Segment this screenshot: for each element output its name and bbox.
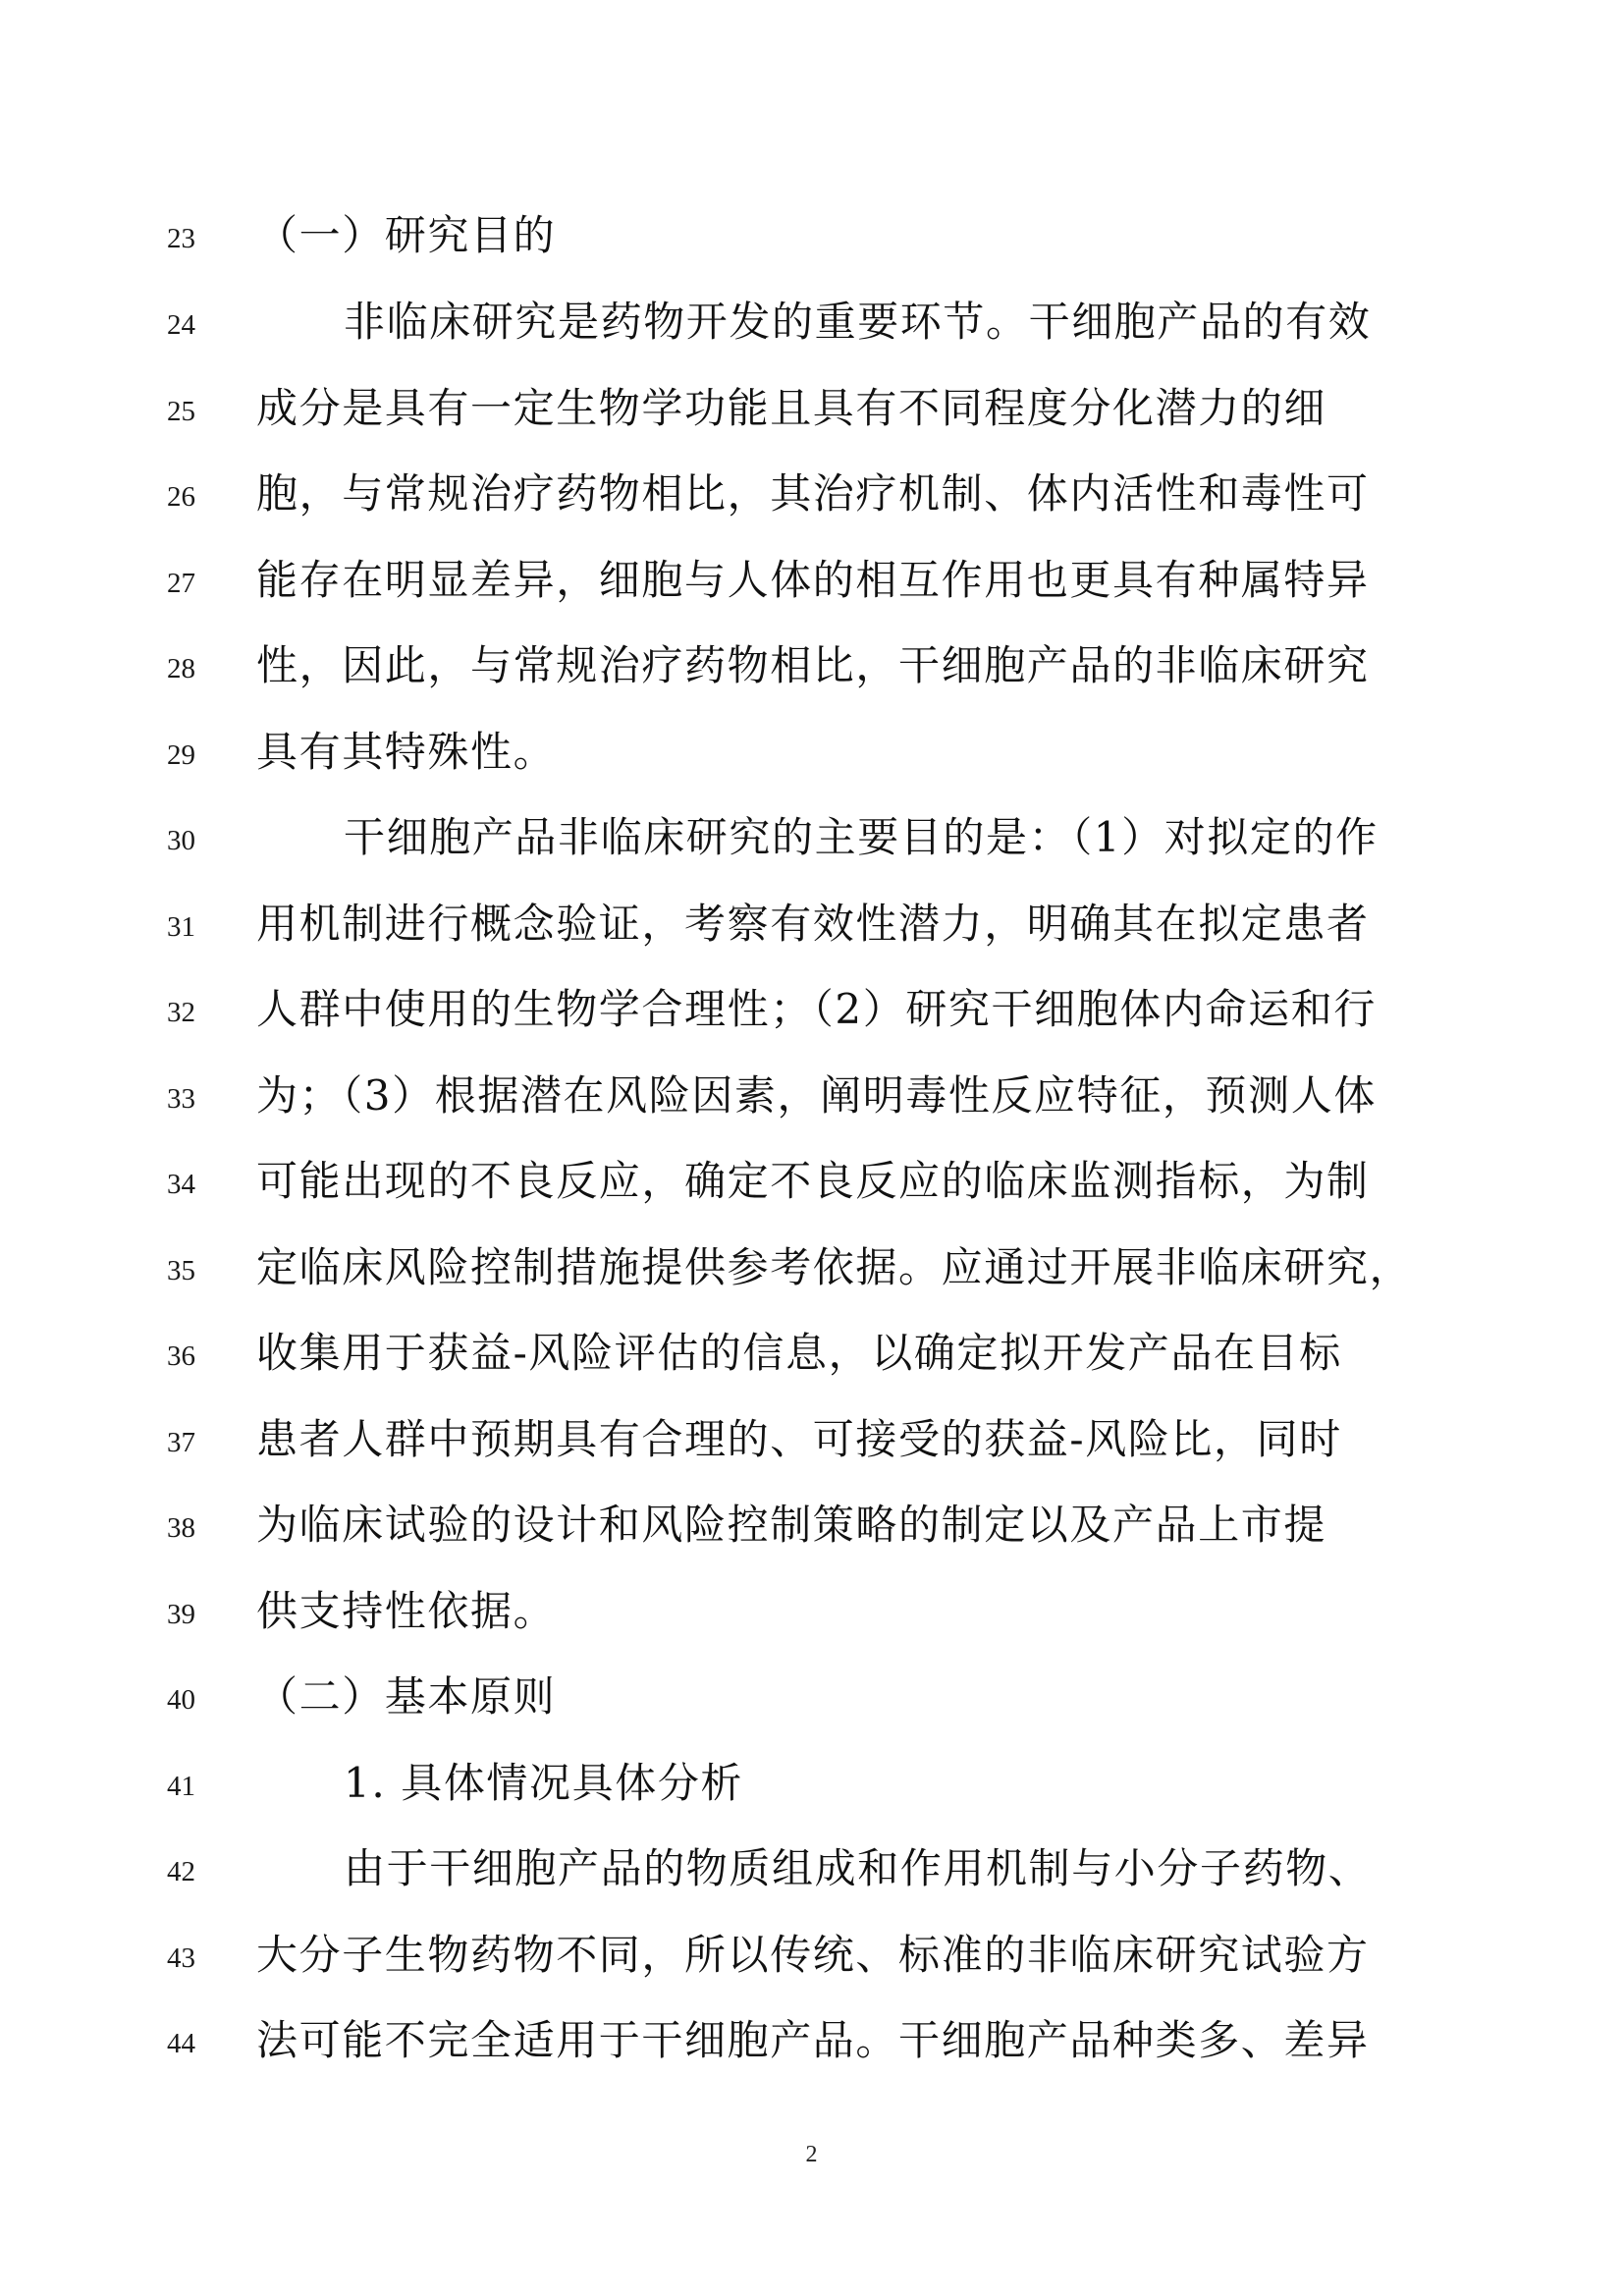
- line-text: 法可能不完全适用于干细胞产品。干细胞产品种类多、差异: [256, 2016, 1370, 2064]
- text-line: [0, 1841, 1623, 1900]
- line-number: 24: [167, 309, 195, 341]
- line-number: 42: [167, 1856, 195, 1887]
- line-text: 定临床风险控制措施提供参考依据。应通过开展非临床研究，: [256, 1243, 1413, 1291]
- line-text: 患者人群中预期具有合理的、可接受的获益-风险比，同时: [256, 1415, 1342, 1463]
- line-number: 36: [167, 1340, 195, 1372]
- line-number: 34: [167, 1169, 195, 1200]
- text-line: [0, 466, 1623, 525]
- text-line: [0, 1498, 1623, 1557]
- line-number: 39: [167, 1599, 195, 1630]
- line-text: 为临床试验的设计和风险控制策略的制定以及产品上市提: [256, 1501, 1327, 1549]
- line-number: 40: [167, 1684, 195, 1716]
- line-number: 29: [167, 739, 195, 771]
- line-number: 27: [167, 568, 195, 599]
- subsection-heading: 1. 具体情况具体分析: [344, 1759, 744, 1807]
- line-number: 41: [167, 1771, 195, 1802]
- text-line: [0, 725, 1623, 784]
- line-number: 37: [167, 1427, 195, 1458]
- line-number: 38: [167, 1512, 195, 1544]
- text-line: [0, 381, 1623, 440]
- text-line: [0, 553, 1623, 612]
- line-number: 28: [167, 653, 195, 684]
- line-number: 26: [167, 481, 195, 513]
- line-text: 为；（3）根据潜在风险因素，阐明毒性反应特征，预测人体: [256, 1071, 1377, 1120]
- line-text: 性，因此，与常规治疗药物相比，干细胞产品的非临床研究: [256, 641, 1370, 689]
- text-line: [0, 1669, 1623, 1728]
- line-number: 32: [167, 997, 195, 1028]
- line-text: 可能出现的不良反应，确定不良反应的临床监测指标，为制: [256, 1157, 1370, 1205]
- text-line: [0, 1928, 1623, 1987]
- text-line: [0, 1068, 1623, 1127]
- line-text: 大分子生物药物不同，所以传统、标准的非临床研究试验方: [256, 1931, 1370, 1979]
- line-number: 33: [167, 1083, 195, 1115]
- line-text: 由于干细胞产品的物质组成和作用机制与小分子药物、: [344, 1844, 1372, 1892]
- line-number: 44: [167, 2028, 195, 2059]
- text-line: [0, 1326, 1623, 1385]
- text-line: [0, 1240, 1623, 1299]
- text-line: [0, 638, 1623, 697]
- text-line: [0, 982, 1623, 1041]
- text-line: [0, 810, 1623, 869]
- page-number: 2: [805, 2142, 818, 2167]
- line-number: 25: [167, 396, 195, 427]
- line-text: 收集用于获益-风险评估的信息，以确定拟开发产品在目标: [256, 1329, 1342, 1377]
- section-heading: （二）基本原则: [256, 1672, 557, 1721]
- line-number: 43: [167, 1942, 195, 1974]
- line-text: 成分是具有一定生物学功能且具有不同程度分化潜力的细: [256, 384, 1327, 432]
- line-number: 23: [167, 223, 195, 254]
- text-line: [0, 2013, 1623, 2072]
- text-line: [0, 1154, 1623, 1213]
- text-line: [0, 208, 1623, 267]
- text-line: [0, 1756, 1623, 1815]
- section-heading: （一）研究目的: [256, 211, 557, 259]
- line-text: 胞，与常规治疗药物相比，其治疗机制、体内活性和毒性可: [256, 469, 1370, 518]
- line-number: 31: [167, 911, 195, 943]
- text-line: [0, 295, 1623, 354]
- line-number: 30: [167, 825, 195, 856]
- line-text: 干细胞产品非临床研究的主要目的是：（1）对拟定的作: [344, 813, 1379, 861]
- line-text: 具有其特殊性。: [256, 728, 557, 776]
- line-text: 供支持性依据。: [256, 1587, 557, 1635]
- line-text: 用机制进行概念验证，考察有效性潜力，明确其在拟定患者: [256, 900, 1370, 948]
- text-line: [0, 897, 1623, 956]
- text-line: [0, 1412, 1623, 1471]
- text-line: [0, 1584, 1623, 1643]
- line-text: 人群中使用的生物学合理性；（2）研究干细胞体内命运和行: [256, 985, 1377, 1033]
- line-text: 非临床研究是药物开发的重要环节。干细胞产品的有效: [344, 298, 1372, 346]
- line-number: 35: [167, 1255, 195, 1286]
- line-text: 能存在明显差异，细胞与人体的相互作用也更具有种属特异: [256, 556, 1370, 604]
